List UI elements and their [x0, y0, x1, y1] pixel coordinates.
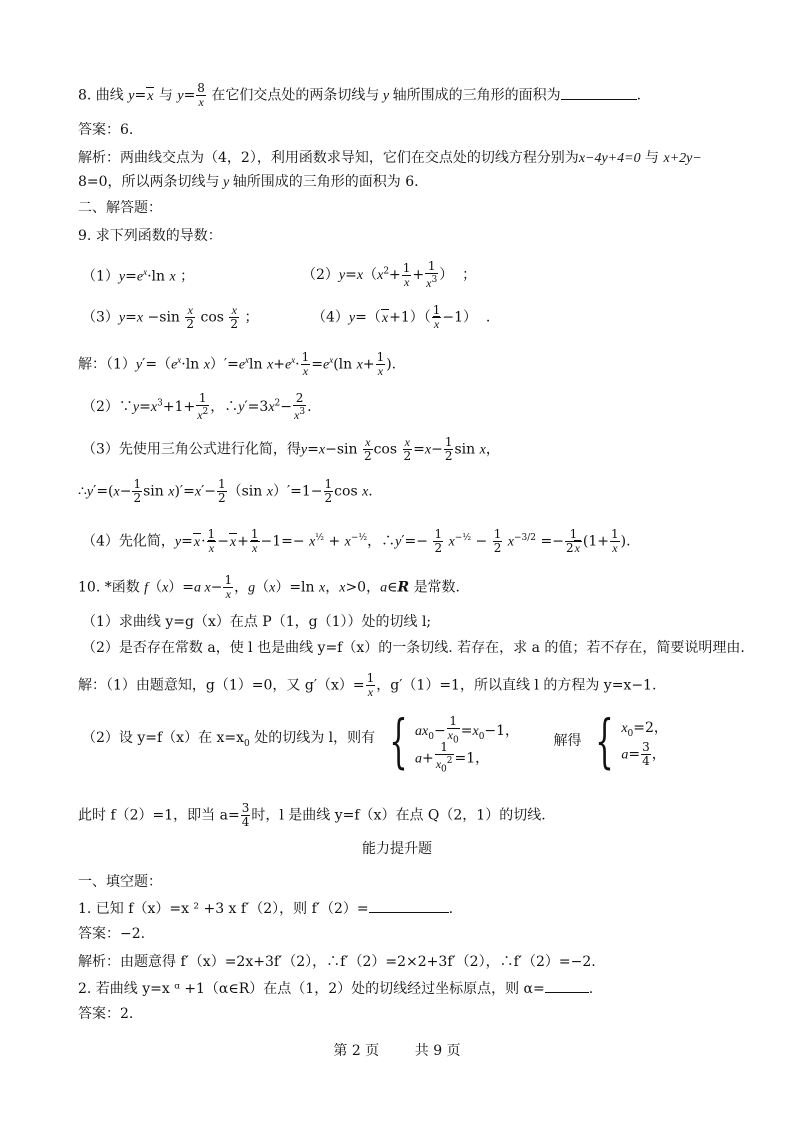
- q9-part2: $(2)y=x(x^2+$ $\frac{1}{x}$ + $\frac{1}{x^3}$ ） ；: [302, 259, 477, 290]
- q9-solution-1: 解：$(1)y'=(e^x\cdot\ln$ $x)'=e^x\ln$ $x+e^x\cdot$ $\frac{1}{x}$ $=e^x(\ln$ x+ $\frac{1}{x}$ ).: [78, 350, 397, 379]
- answer-blank[interactable]: [369, 898, 449, 913]
- q8-answer: 答案：6.: [78, 122, 134, 138]
- q9-solution-2: $(2)\because y=x^3+1+$ $\frac{1}{x^2}$ ，$\therefore y'=3x^2-$ $\frac{2}{x^3}$ .: [82, 391, 312, 422]
- q8-question: 8. 曲线 y=x 与 y= $\frac{8}{x}$ 在它们交点处的两条切线与 y 轴所围成的三角形的面积为 .: [78, 81, 642, 109]
- q9-part3: （3）y=x −sin $\frac{x}{2}$ cos $\frac{x}{2}$ ；: [82, 303, 259, 331]
- q9-part1: $(1)y=e^x\cdot\ln$ x ；: [82, 267, 195, 285]
- q10-part2: （2）是否存在常数 a，使 l 也是曲线 y=f（x）的一条切线. 若存在，求 a 的值；若不存在，简要说明理由.: [82, 640, 745, 656]
- q10-conclusion: 此时 f（2）=1，即当 a= $\frac{3}{4}$ 时，l 是曲线 y=f（x）在点 Q（2，1）的切线.: [78, 801, 546, 829]
- solution-system: $x_0=2$， a= $\frac{3}{4}$ ，: [621, 720, 668, 768]
- page-total: 共 9 页: [414, 1043, 461, 1059]
- q10-solution-1: 解：（1）由题意知，g（1）=0，又 g′（x）= $\frac{1}{x}$ ，g′（1）=1，所以直线 l 的方程为 y=x−1.: [78, 671, 657, 699]
- q10-solution-2: （2）设 y=f（x）在 $x=x_0$ 处的切线为 l，则有 { $ax_0-$ $\frac{1}{x_0}$ $=x_0-1$， a+ $\frac{1}{x_0^2}$ =1， 解得 { $x_0=2$， a= $\frac{3}{4}$ ，: [82, 707, 668, 775]
- system-brace: {: [388, 707, 408, 775]
- page-number: 第 2 页: [333, 1043, 380, 1059]
- section-title: 能力提升题: [362, 841, 432, 857]
- q9-solution-4: （4）先化简，y=x· $\frac{1}{x}$ −x+ $\frac{1}{x}$ $-1=- x^{\frac{1}{2}} + x^{-\frac{1}{2}}$，∴y′=− $\frac{1}{2}$ $x^{-\frac{1}{2}}$ − $\frac{1}{2}$ $x^{-3/2}$ =− $\frac{1}{2x}$ (1+ $\frac{1}{x}$ ).: [82, 527, 631, 556]
- page-footer: [0, 1040, 794, 1060]
- q10-part1: （1）求曲线 y=g（x）在点 P（1，g（1））处的切线 l;: [82, 614, 432, 630]
- q8-analysis-line2: 8=0，所以两条切线与 y 轴所围成的三角形的面积为 6.: [78, 174, 419, 190]
- q9-part4: （4）y=（x+1）（ $\frac{1}{x}$ −1） .: [312, 303, 491, 331]
- equation-system: $ax_0-$ $\frac{1}{x_0}$ $=x_0-1$， a+ $\frac{1}{x_0^2}$ =1，: [414, 714, 520, 775]
- p2-question: 2. 若曲线 y=x ᵅ +1（α∈R）在点（1，2）处的切线经过坐标原点，则 α= .: [78, 978, 593, 999]
- solution-brace: {: [595, 707, 614, 775]
- q9-solution-3a: （3）先使用三角公式进行化简，得y=x−sin $\frac{x}{2}$ cos $\frac{x}{2}$ =x− $\frac{1}{2}$ sin x，: [82, 435, 500, 463]
- answer-blank[interactable]: [561, 85, 637, 100]
- p1-question: 1. 已知 f（x）=x ² +3 x f′（2），则 f′（2）= .: [78, 898, 453, 919]
- q10-title: 10. *函数 f（x）=a x− $\frac{1}{x}$ ，g（x）=ln x，x>0，a∈R 是常数.: [78, 573, 461, 601]
- p2-answer: 答案：2.: [78, 1006, 134, 1022]
- p1-analysis: 解析：由题意得 f′（x）=2x+3f′（2），∴f′（2）=2×2+3f′（2），∴f′（2）=−2.: [78, 954, 596, 970]
- section-heading-fill: 一、填空题：: [78, 874, 162, 890]
- q9-title: 9. 求下列函数的导数：: [78, 228, 222, 244]
- p1-answer: 答案：−2.: [78, 926, 146, 942]
- q8-analysis-line1: 解析：两曲线交点为（4，2），利用函数求导知，它们在交点处的切线方程分别为x−4y+4=0 与 x+2y−: [78, 150, 702, 166]
- answer-blank[interactable]: [545, 978, 589, 993]
- q9-solution-3b: ∴y′=(x− $\frac{1}{2}$ sin x)′=x′− $\frac{1}{2}$ （sin x）′=1− $\frac{1}{2}$ cos x.: [78, 477, 373, 505]
- section-heading-answers: 二、解答题：: [78, 200, 162, 216]
